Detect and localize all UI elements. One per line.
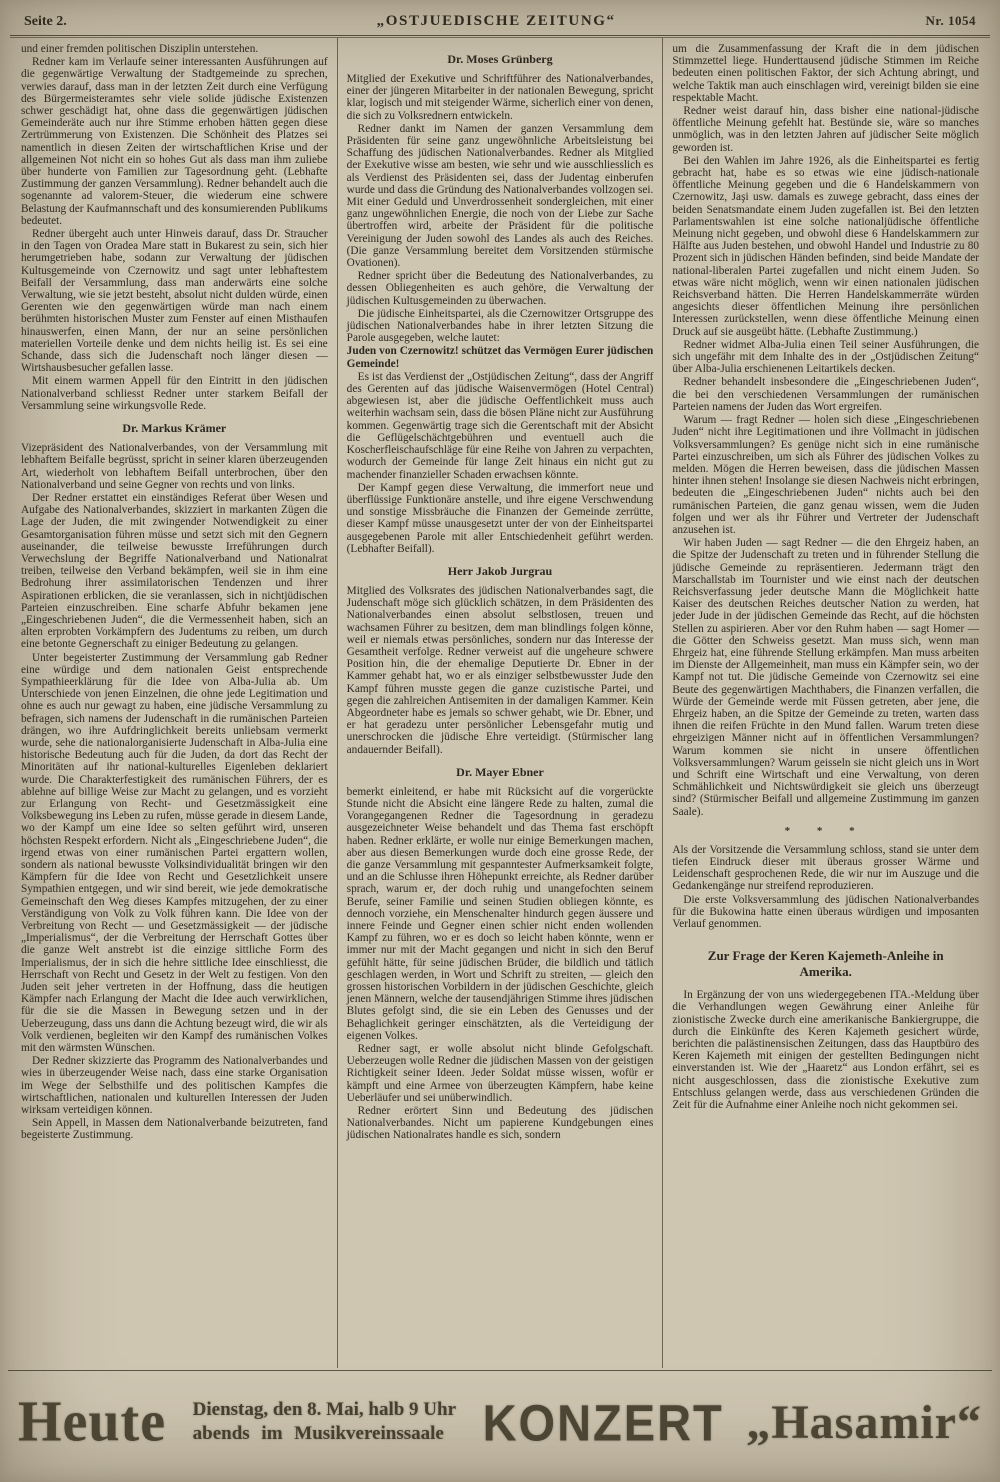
article-paragraph: Es ist das Verdienst der „Ostjüdischen Zeitung“, dass der Angriff des Gerenten auf das jüdische Waisenvermögen (Hotel Central) abgewiesen ist, aber die jüdische Oeffentlichkeit muss auch weiterhin wachsam sein, dass die bösen Pläne nicht zur Ausführung kommen. Gegenwärtig trage sich die Gerentschaft mit der Absicht die Geflügelschächtgebühren und eventuell auch die Koscherfleischaufschläge für eine Reihe von Jahren zu verpachten, wodurch der Gemeinde für lange Zeit hinaus ein nicht gut zu machender finanzieller Schaden erwachsen könnte. [346,370,654,481]
newspaper-title: „OSTJUEDISCHE ZEITUNG“ [376,13,616,29]
article-subheading: Dr. Moses Grünberg [447,52,553,66]
article-paragraph: Redner übergeht auch unter Hinweis darauf, dass Dr. Straucher in den Tagen von Oradea Mare statt in Bukarest zu sein, sich hier herumgetrieben habe, sodann zur Verwaltung der jüdischen Kultusgemeinde von Czernowitz und sagt unter lebhaftestem Beifall der Versammlung, dass man anderwärts eine solche Verwaltung, wie sie jetzt besteht, absolut nicht dulden würde, einen Gerenten wie den gegenwärtigen würde man nach einem berühmten historischen Muster zum Fenster auf einen Misthaufen hinauswerfen, einen Mann, der nur an seine persönlichen materiellen Vorteile denke und dem nichts heilig ist. Es sei eine Schande, dass sich die Judenschaft noch länger diesen — Wirtshausbesucher gefallen lasse. [21,228,328,375]
article-paragraph: Mitglied des Volksrates des jüdischen Nationalverbandes sagt, die Judenschaft möge sich glücklich schätzen, in dem Präsidenten des Nationalverbandes einen absolut selbstlosen, treuen und wachsamen Führer zu besitzen, dem man blindlings folgen könne, weil er niemals etwas persönliches, sondern nur das Interesse der Gesamtheit verfolge. Redner verweist auf die ungeheure schwere Position hin, die der ehemalige Deputierte Dr. Ebner in der Kammer gehabt hat, wo er als einziger selbstbewusster Jude den Kampf führen musste gegen die ganze cuzistische Partei, und gegen die zahlreichen Antisemiten in der damaligen Kammer. Kein Abgeordneter habe es jemals so schwer gehabt, wie Dr. Ebner, und er hat geradezu unter persönlicher Lebensgefahr mutig und unerschrocken die jüdische Ehre verteidigt. (Stürmischer lang andauernder Beifall). [346,584,654,756]
slogan-paragraph: Juden von Czernowitz! schützet das Vermögen Eurer jüdischen Gemeinde! [346,345,654,370]
article-paragraph: Redner widmet Alba-Julia einen Teil seiner Ausführungen, die sich ungefähr mit dem Inhalte des in der „Ostjüdischen Zeitung“ über Alba-Julia erschienenen Leitartikels decken. [672,338,980,376]
banner-konzert-text: KONZERT [482,1393,724,1451]
banner-date-line: Dienstag, den 8. Mai, halb 9 Uhr [192,1399,457,1420]
article-paragraph: Wir haben Juden — sagt Redner — die den Ehrgeiz haben, an die Spitze der Judenschaft zu treten und in führender Stellung die jüdische Gemeinde zu repräsentieren. Jedermann trägt den Marschallstab im Tournister und wie einst nach der deutschen Reichsverfassung jeder deutsche Mann die Möglichkeit hatte Kaiser des deutschen Reiches deutscher Nation zu werden, hat jeder Jude in der jüdischen Gemeinde das Recht, auf die höchsten Stellen zu aspirieren. Aber vor den Ruhm haben — sagt Homer — die Götter den Schweiss gesetzt. Man muss sich, wenn man Ehrgeiz hat, eine führende Stellung erkämpfen. Man muss arbeiten im Dienste der Allgemeinheit, man muss ein Kämpfer sein, wo der Kampf not tut. Die jüdische Gemeinde von Czernowitz sei eine Beute des gegenwärtigen Machthabers, die Finanzen verfallen, die Würde der Gemeinde werde mit Füssen getreten, aber jene, die Ehrgeiz haben, an die Spitze der Gemeinde zu treten, warten dass ihnen die reifen Früchte in den Mund fallen. Warum treten diese ehrgeizigen Männer nicht auf in öffentlichen Versammlungen? Warum kommen sie nicht in unsere öffentlichen Volksversammlungen? Warum geisseln sie nicht gleich uns in Wort und Schrift eine Wirtschaft und eine Verwaltung, von deren Schmählichkeit und Nichtswürdigkeit sie gleich uns überzeugt sind? (Stürmischer Beifall und allgemeine Zustimmung im ganzen Saale). [672,537,980,818]
article-paragraph: Als der Vorsitzende die Versammlung schloss, stand sie unter dem tiefen Eindruck dieser mit überaus grosser Wärme und Leidenschaft gesprochenen Rede, die wir nur im Auszuge und die Gedankengänge nur streifend reproduzieren. [672,843,980,893]
article-paragraph: Der Redner skizzierte das Programm des Nationalverbandes und wies in überzeugender Weise nach, dass eine starke Organisation im Wege der Selbsthilfe und des politischen Kampfes die wirtschaftlichen, nationalen und kulturellen Interessen der Juden wirksam verteidigen können. [21,1055,328,1117]
article-paragraph: Mitglied der Exekutive und Schriftführer des Nationalverbandes, einer der jüngeren Mitarbeiter in der nationalen Bewegung, spricht klar, logisch und mit steigender Wärme, sicherlich einer von denen, die sich zu Volksrednern entwickeln. [346,73,654,122]
page-number: Seite 2. [24,14,67,29]
article-paragraph: Redner behandelt insbesondere die „Eingeschriebenen Juden“, die bei den verschiedenen Versammlungen der rumänischen Parteien namens der Juden das Wort ergreifen. [672,376,980,413]
section-separator: * * * [784,824,867,837]
article-subheading: Dr. Mayer Ebner [456,764,544,779]
article-subheading: Dr. Markus Krämer [122,421,227,436]
article-paragraph: Die jüdische Einheitspartei, als die Czernowitzer Ortsgruppe des jüdischen Nationalverbandes habe in ihrer letzten Sitzung die Parole ausgegeben, welche lautet: [346,307,654,345]
article-paragraph: Bei den Wahlen im Jahre 1926, als die Einheitspartei es fertig gebracht hat, habe es so etwas wie eine jüdisch-nationale öffentliche Meinung gegeben und die 6 Handelskammern von Czernowitz, Jaşi usw. damals es zuwege gebracht, dass eines der beiden Senatsmandate einem Juden zugefallen ist. Bei den letzten Parlamentswahlen ist eine solche nationaljüdische öffentliche Meinung nicht gegeben, und obwohl diese 6 Handelskammern zur Hälfte aus Juden bestehen, und obwohl Handel und Industrie zu 80 Prozent sich in jüdischen Händen befinden, sind beide Mandate der national-liberalen Partei zugefallen und nicht einem Juden. So etwas wäre nicht möglich, wenn wir einen nationalen jüdischen Reichsverband hätten. Die Herren Handelskammerräte würden angesichts dieser öffentlichen Meinung ihre persönlichen Interessen zurückstellen, wenn diese öffentliche Meinung einen Druck auf sie ausgeübt hätte. (Lebhafte Zustimmung.) [672,154,980,338]
article-paragraph: Die erste Volksversammlung des jüdischen Nationalverbandes für die Bukowina hatte einen überaus würdigen und imposanten Verlauf genommen. [672,893,980,931]
article-paragraph: Der Kampf gegen diese Verwaltung, die immerfort neue und überflüssige Funktionäre anstelle, und ihre eigene Verschwendung und sonstige Missbräuche die Finanzen der Gemeinde zerrütte, dieser Kampf müsse unausgesetzt unter der von der Einheitspartei ausgegebenen Parole mit aller Entschiedenheit geführt werden. (Lebhafter Beifall). [346,481,654,555]
article-paragraph: Unter begeisterter Zustimmung der Versammlung gab Redner eine würdige und dem nationalen Geist entsprechende Sympathieerklärung für die Idee von Alba-Julia ab. Um Unterschiede von jenen Einzelnen, die ohne jede Legitimation und ohne es auch nur gewagt zu haben, eine jüdische Versammlung zu befragen, sich namens der Judenschaft in die rumänischen Parteien drängen, wo ihre Aufdringlichkeit bereits unliebsam vermerkt wurde, sehe die nationalorganisierte Judenschaft in Alba-Julia eine historische Bedeutung auch für die Juden, da dort das Recht der Minoritäten auf ihr national-kulturelles Eigenleben deklariert wurde. Die Charakterfestigkeit des rumänischen Führers, der es ablehne auf billige Weise zur Macht zu gelangen, und es vorzieht zur Erlangung von Recht- und Gesetzmässigkeit eine Volksbewegung ins Leben zu rufen, müsse gerade in diesem Lande, wo der Kampf um eine Idee so selten geführt wird, unseren höchsten Respekt erfordern. Nicht als „Eingeschriebene Juden“, die irgend etwas von einer rumänischen Partei ergattern wollen, sondern als national bewusste Volksindividualität bringen wir den Kämpfern für die Idee von Recht und Gesetzlichkeit unsere Sympathien entgegen, und wir sind bereit, wie jede demokratische Gemeinschaft den Weg dieses Kampfes mitzugehen, der zu einer Verständigung von Volk zu Volk führen kann. Die Idee von der Verbreitung von Recht — und Gesetzmässigkeit — der jüdische „Imperialismus“, der die Verbreitung der Herrschaft Gottes über die ganze Welt anstrebt ist die einzige sittliche Form des Imperialismus, der in sich die hehre sittliche Idee einschliesst, die Herrschaft von Recht und Gesetz in der Welt zu festigen. Von den Juden seit jeher vertreten in der Hoffnung, dass die heutigen Kämpfer nach Erlangung der Macht die Idee auch verwirklichen, für die sie die Massen in Bewegung setzen und in der Ueberzeugung, dass uns dann die Achtung bezeugt wird, die wir als Volk verdienen, begleiten wir den Kampf des rumänischen Volkes mit den wärmsten Wünschen. [21,651,328,1055]
article-paragraph: In Ergänzung der von uns wiedergegebenen ITA.-Meldung über die Verhandlungen wegen Gewährung einer Anleihe für zionistische Zwecke durch eine amerikanische Bankiergruppe, die durch die Einkünfte des Keren Kajemeth gesichert würde, berichten die palästinensischen Zeitungen, dass das Hauptbüro des Keren Kajemeth mit einigen der gestellten Bedingungen nicht einverstanden ist. Wie der „Haaretz“ aus London erfährt, sei es nicht ausgeschlossen, dass die zionistische Exekutive zum Entschluss gelangen werde, dass aus verschiedenen Gründen die Zeit für die Aufnahme einer Anleihe noch nicht gekommen sei. [672,989,980,1112]
article-paragraph: Redner erörtert Sinn und Bedeutung des jüdischen Nationalverbandes. Nicht um papierene Kundgebungen eines jüdischen Nationalrates handle es sich, sondern [346,1105,654,1142]
article-paragraph: Warum — fragt Redner — holen sich diese „Eingeschriebenen Juden“ nicht ihre Legitimationen und ihre Vollmacht in jüdischen Volksversammlungen? Es genüge nicht sich in eine rumänische Partei einzuschreiben, um sich als Führer des jüdischen Volkes zu melden. Mögen die Herren beweisen, dass die jüdischen Massen hinter ihnen stehen! Insolange sie diesen Nachweis nicht erbringen, bedeuten die „Eingeschriebenen Juden“ nichts auch bei den rumänischen Parteien, die ganz genau wissen, wem die Juden folgen und wer als ihr Führer und Vertreter der Judenschaft anzusehen ist. [672,414,980,536]
issue-number: Nr. 1054 [925,13,976,28]
article-paragraph: Der Redner erstattet ein einständiges Referat über Wesen und Aufgabe des Nationalverbandes, skizziert in markanten Zügen die Lage der Juden, die mit zwingender Notwendigkeit zu einer Gesamtorganisation führen müsse und setzt sich mit den Gegnern auseinander, die teilweise bewusste Irreführungen durch Verwechslung der Begriffe Nationalverband und Nationalrat treiben, teilweise den Verband bekämpfen, weil sie in ihm eine Bedrohung ihrer assimilatorischen Tendenzen und ihrer Aspirationen erblicken, die sie veranlassen, sich in nichtjüdischen Parteien einzuschreiben. Eine scharfe Abfuhr bekamen jene „Eingeschriebenen Juden“, die die Vermessenheit haben, sich an alten erprobten Vorkämpfern des Judentums zu reiben, um durch eine betonte Gegnerschaft zu einiger Bedeutung zu gelangen. [21,491,328,651]
article-paragraph: Vizepräsident des Nationalverbandes, von der Versammlung mit lebhaftem Beifalle begrüsst, spricht in seiner klaren überzeugenden Art, wiederholt von lebhaftem Beifall unterbrochen, über den Nationalverband und seine Gegner von rechts und von links. [21,442,328,491]
article-paragraph: Redner weist darauf hin, dass bisher eine national-jüdische öffentliche Meinung gefehlt hat. Bestünde sie, wäre so manches unmöglich, was in den letzten Jahren auf jüdischer Seite möglich geworden ist. [672,105,980,154]
banner-date-venue [189,1398,460,1446]
banner-heute-text: Heute [18,1389,167,1455]
article-paragraph: bemerkt einleitend, er habe mit Rücksicht auf die vorgerückte Stunde nicht die Absicht eine längere Rede zu halten, zumal die Vorangegangenen Redner die Tagesordnung in geradezu ausgezeichneter Weise behandelt und das Thema fast erschöpft haben. Redner erklärte, er wolle nur einige Bemerkungen machen, aber aus diesen Bemerkungen wurde doch eine grosse Rede, der die ganze Versammlung mit gespanntester Aufmerksamkeit folgte, und an die Schlusse ihren Höhepunkt erreichte, als Redner darüber sprach, warum er, der doch ruhig und unangefochten seinem Berufe, seiner Familie und seinen Studien obliegen könnte, es dennoch vorziehe, ein Menschenalter hindurch gegen äussere und innere Feinde und Gegner einen schier nicht enden wollenden Kampf zu führen, wo er es doch so leicht haben könnte, wenn er immer nur mit der Macht gegangen und nicht in sich den Beruf gefühlt hätte, für seine jüdischen Brüder, die bildlich und tätlich geschlagen werden, in Wort und Schrift zu streiten, — gleich den grossen historischen Vorbildern in der jüdischen Geschichte, gleich jenen Männern, welche der tausendjährigen Stimme ihres jüdischen Blutes gefolgt sind, die sie ein Leben des Genusses und der Behaglichkeit geringer einschätzten, als die Verteidigung der eigenen Volkes. [346,785,654,1042]
article-paragraph: Mit einem warmen Appell für den Eintritt in den jüdischen Nationalverband schliesst Redner unter starkem Beifall der Versammlung seine wirkungsvolle Rede. [21,375,328,412]
article-columns [12,38,988,1368]
column-3 [662,38,988,1368]
banner-hasamir-text: „Hasamir“ [746,1395,982,1449]
column-2 [337,38,663,1368]
article-paragraph: und einer fremden politischen Disziplin unterstehen. [21,43,259,55]
column-1 [12,38,337,1368]
article-subheading: Herr Jakob Jurgrau [447,563,553,578]
article-headline: Zur Frage der Keren Kajemeth-Anleihe in Amerika. [707,948,944,980]
banner-venue-line: abends im Musikvereinssaale [192,1423,444,1444]
concert-banner [0,1371,1000,1473]
article-paragraph: Sein Appell, in Massen dem Nationalverbande beizutreten, fand begeisterte Zustimmung. [21,1117,328,1142]
article-paragraph: um die Zusammenfassung der Kraft die in dem jüdischen Stimmzettel liege. Hunderttausend jüdische Stimmen im Reiche bedeuten einen politischen Faktor, der sich Achtung abringt, und welche Taktik man auch einschlagen wird, vereinigt bilden sie eine respektable Macht. [672,43,980,104]
article-paragraph: Redner kam im Verlaufe seiner interessanten Ausführungen auf die gegenwärtige Verwaltung der Stadtgemeinde zu sprechen, verwies darauf, dass man in der letzten Zeit durch eine Verfügung des Bürgermeisteramtes sehr viele solide jüdische Existenzen schwer geschädigt hat, ohne dass die gegenwärtigen jüdischen Gemeinderäte auch nur ihre Stimme erhoben hätten gegen diese Zertrümmerung von Existenzen. Die Schönheit des Platzes sei namentlich in diesen Zeiten der wirtschaftlichen Krise und der allgemeinen Not nicht ein so hohes Gut als dass man ihm zuliebe über hunderte von Familien zur Tagesordnung geht. (Lebhafte Zustimmung der ganzen Versammlung). Redner behandelt auch die sogenannte ad valorem-Steuer, die wiederum eine schwere Belastung der Kaufmannschaft und des konsumierenden Publikums bedeutet. [21,56,328,227]
article-paragraph: Redner dankt im Namen der ganzen Versammlung dem Präsidenten für seine ganz ungewöhnliche Arbeitsleistung bei Schaffung des jüdischen Nationalverbandes. Redner als Mitglied der Exekutive wisse am besten, wie sehr und wie ausschliesslich es als Verdienst des Präsidenten sei, dass der Judentag einberufen wurde und dass die Gründung des Nationalverbandes vollzogen sei. Mit einer Geduld und Unverdrossenheit sondergleichen, mit einer ganz ungewöhnlichen Energie, die noch von der Liebe zur Sache übertroffen wird, arbeite der Präsident für die politische Vereinigung der Juden sowohl des Landes als auch des Reiches. (Die ganze Versammlung bereitet dem Vorsitzenden stürmische Ovationen). [346,122,654,270]
article-paragraph: Redner sagt, er wolle absolut nicht blinde Gefolgschaft. Ueberzeugen wolle Redner die jüdischen Massen von der geistigen Richtigkeit seiner Ideen. Jeder Soldat müsse wissen, wofür er kämpft und eine Armee von überzeugten Kämpfern, habe keine Ueberläufer und sei unüberwindlich. [346,1043,654,1104]
masthead [0,0,1000,35]
article-paragraph: Redner spricht über die Bedeutung des Nationalverbandes, zu dessen Obliegenheiten es auch gehöre, die Verwaltung der jüdischen Kultusgemeinden zu überwachen. [346,270,654,307]
